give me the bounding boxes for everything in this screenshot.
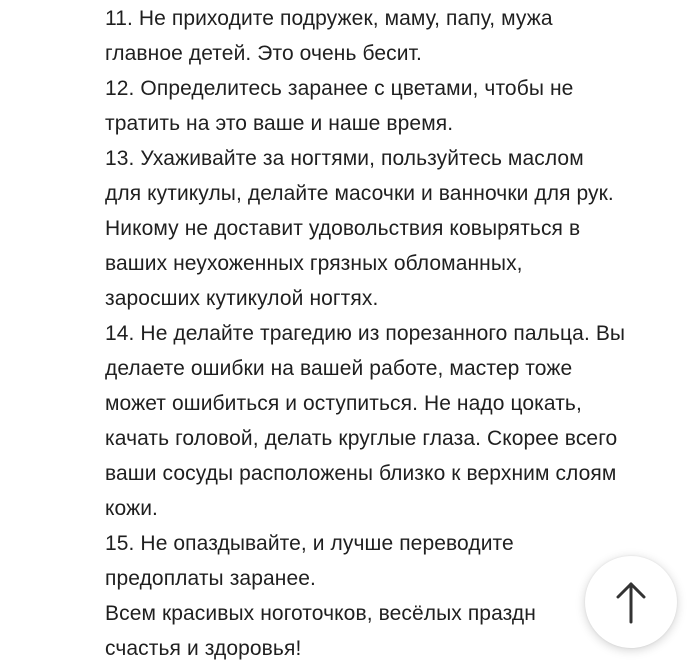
text-line: делаете ошибки на вашей работе, мастер тоже <box>105 357 573 380</box>
text-line: 13. Ухаживайте за ногтями, пользуйтесь маслом <box>105 147 584 170</box>
text-line: главное детей. Это очень бесит. <box>105 42 422 65</box>
text-line: предоплаты заранее. <box>105 567 316 590</box>
text-line: 15. Не опаздывайте, и лучше переводите <box>105 532 514 555</box>
text-line: Никому не доставит удовольствия ковыряться в <box>105 217 581 240</box>
text-line: для кутикулы, делайте масочки и ванночки для рук. <box>105 182 614 205</box>
text-line: счастья и здоровья! <box>105 637 302 660</box>
text-line: Всем красивых ноготочков, весёлых праздн <box>105 602 536 625</box>
text-line: заросших кутикулой ногтях. <box>105 287 379 310</box>
text-line: 12. Определитесь заранее с цветами, чтобы не <box>105 77 574 100</box>
text-line: может ошибиться и оступиться. Не надо цокать, <box>105 392 582 415</box>
text-line: 11. Не приходите подружек, маму, папу, мужа <box>105 7 553 30</box>
text-line: качать головой, делать круглые глаза. Скорее всего <box>105 427 618 450</box>
arrow-up-icon <box>614 580 648 624</box>
text-line: ваши сосуды расположены близко к верхним слоям <box>105 462 617 485</box>
text-line: кожи. <box>105 497 158 520</box>
text-line: 14. Не делайте трагедию из порезанного пальца. Вы <box>105 322 626 345</box>
text-line: тратить на это ваше и наше время. <box>105 112 454 135</box>
scroll-to-top-button[interactable] <box>585 556 677 648</box>
text-line: ваших неухоженных грязных обломанных, <box>105 252 523 275</box>
